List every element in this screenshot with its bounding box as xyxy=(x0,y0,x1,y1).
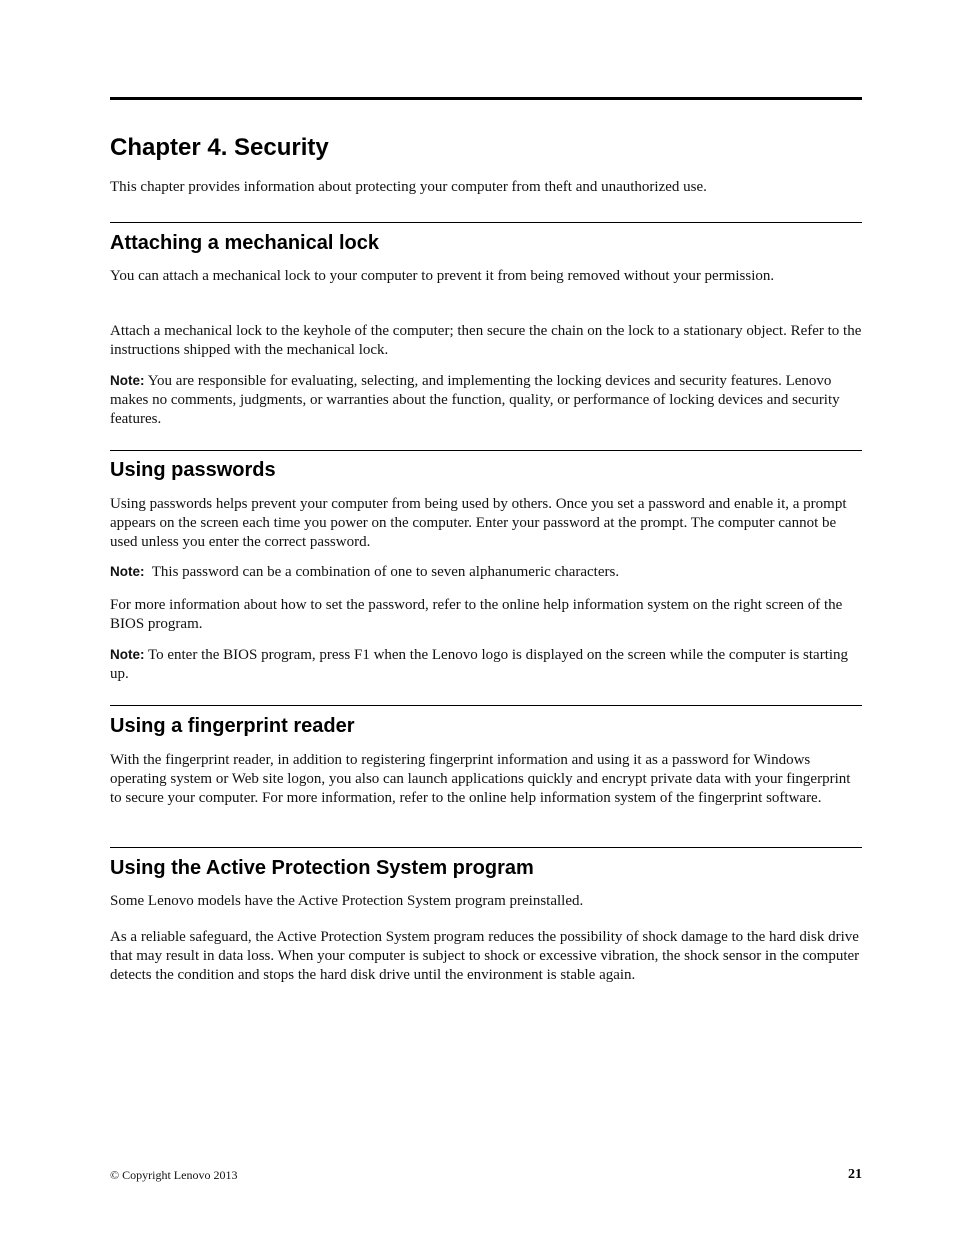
footer-copyright: © Copyright Lenovo 2013 xyxy=(110,1168,238,1182)
section-paragraph: As a reliable safeguard, the Active Protection System program reduces the possibility of shock damage to the hard disk drive that may result in data loss. When your computer is subject to shock or excessive vibration, the shock sensor in the computer detects the condition and stops the hard disk drive until the environment is stable again. xyxy=(110,929,860,983)
section-title-mechanical-lock: Attaching a mechanical lock xyxy=(110,232,379,254)
section-title-active-protection: Using the Active Protection System program xyxy=(110,857,534,879)
section-paragraph: Some Lenovo models have the Active Protection System program preinstalled. xyxy=(110,893,584,909)
document-page xyxy=(110,0,862,1235)
section-paragraph: With the fingerprint reader, in addition to registering fingerprint information and using it as a password for Windows operating system or Web site logon, you also can launch applications quickly and encrypt private data with your fingerprint to secure your computer. For more information, refer to the online help information system of the fingerprint software. xyxy=(110,752,851,806)
section-paragraph: Using passwords helps prevent your computer from being used by others. Once you set a password and enable it, a prompt appears on the screen each time you power on the computer. Enter your password at the prompt. The computer cannot be used unless you enter the correct password. xyxy=(110,496,847,550)
note-text: To enter the BIOS program, press F1 when the Lenovo logo is displayed on the screen while the computer is starting up. xyxy=(110,647,849,682)
chapter-intro: This chapter provides information about protecting your computer from theft and unauthorized use. xyxy=(110,179,707,195)
note-text: You are responsible for evaluating, selecting, and implementing the locking devices and security features. Lenovo makes no comments, judgments, or warranties about the function, quality, or performance of locking devices and security features. xyxy=(110,373,840,427)
section-title-fingerprint-reader: Using a fingerprint reader xyxy=(110,715,355,737)
section-divider xyxy=(110,705,862,706)
note-text: This password can be a combination of one to seven alphanumeric characters. xyxy=(151,564,620,580)
note-paragraph xyxy=(110,563,862,582)
section-paragraph: Attach a mechanical lock to the keyhole of the computer; then secure the chain on the lock to a stationary object. Refer to the instructions shipped with the mechanical lock. xyxy=(110,323,862,358)
note-label: Note: xyxy=(110,564,145,579)
note-paragraph xyxy=(110,372,862,428)
page-number: 21 xyxy=(848,1167,862,1182)
chapter-title: Chapter 4. Security xyxy=(110,134,329,161)
note-label: Note: xyxy=(110,373,145,388)
note-label: Note: xyxy=(110,647,145,662)
section-divider xyxy=(110,450,862,451)
section-paragraph: You can attach a mechanical lock to your computer to prevent it from being removed without your permission. xyxy=(110,268,775,284)
section-title-passwords: Using passwords xyxy=(110,459,276,481)
section-divider xyxy=(110,222,862,223)
section-divider xyxy=(110,847,862,848)
note-paragraph xyxy=(110,646,862,684)
chapter-top-rule xyxy=(110,97,862,100)
section-paragraph: For more information about how to set the password, refer to the online help information system on the right screen of the BIOS program. xyxy=(110,597,843,632)
